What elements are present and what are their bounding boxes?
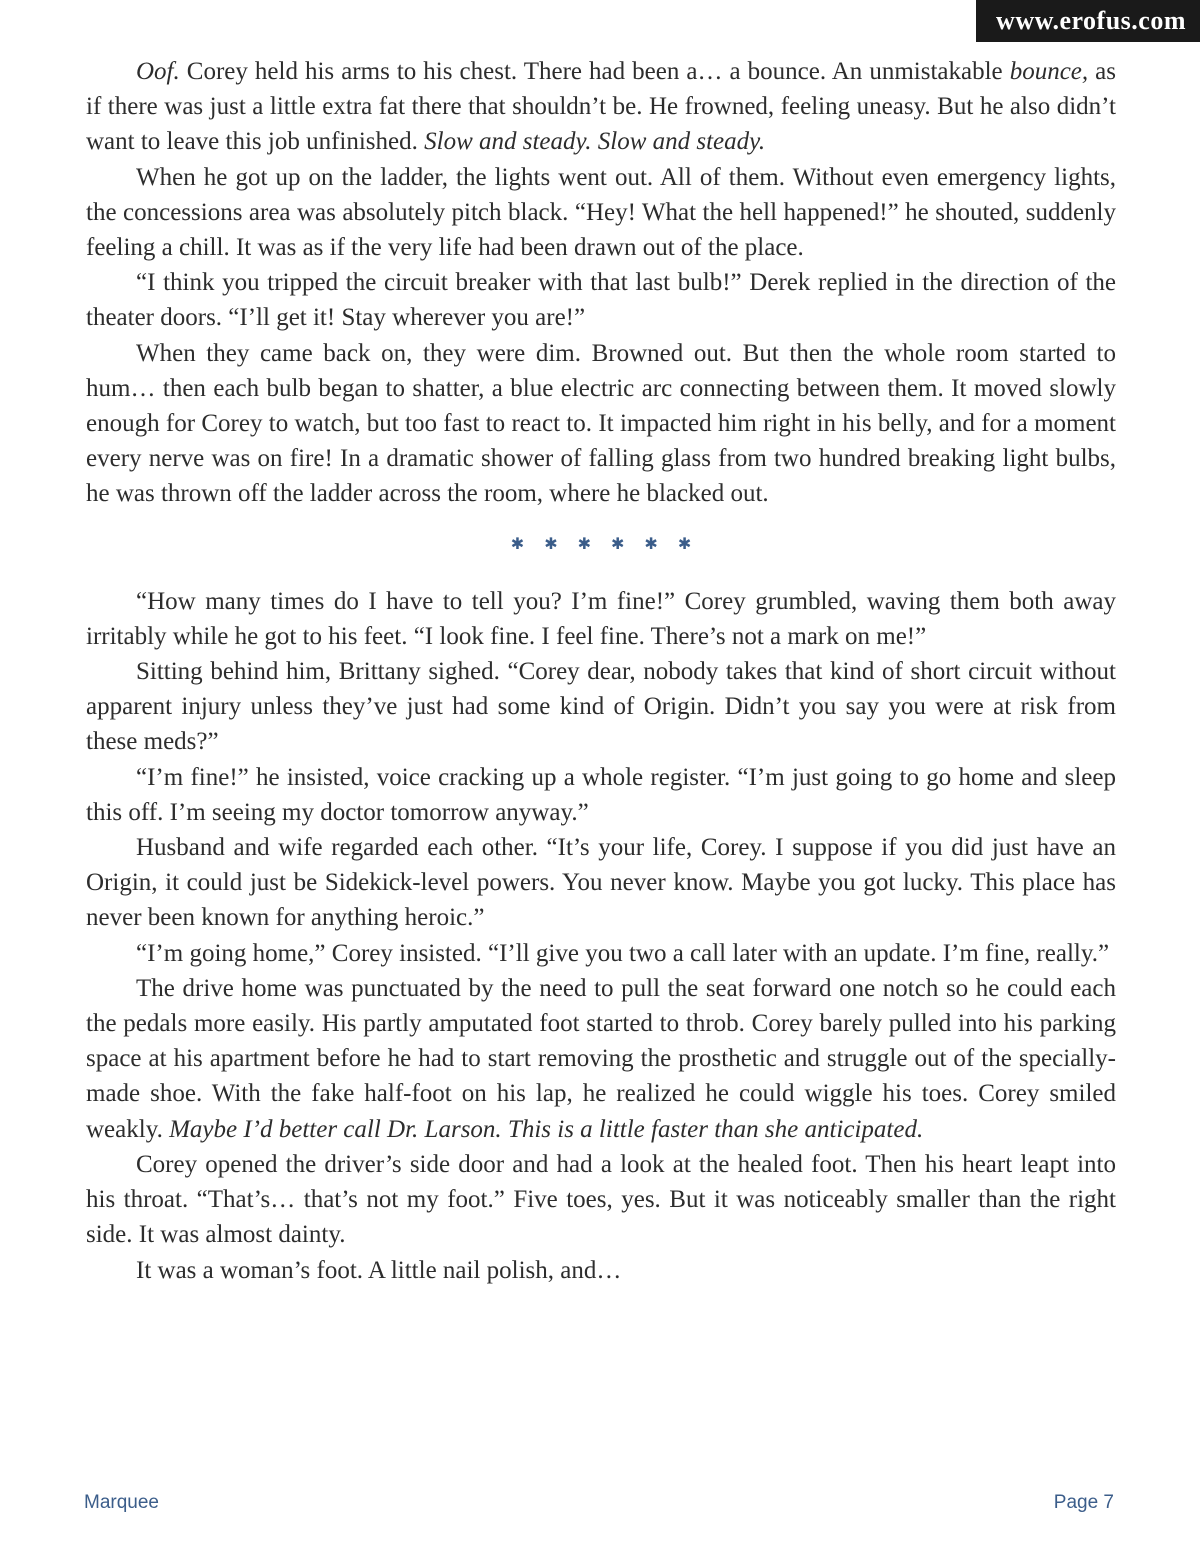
paragraph bbox=[86, 1147, 1116, 1253]
page-body bbox=[86, 54, 1116, 1288]
paragraph bbox=[86, 336, 1116, 512]
text-run: as if there was just a little extra fat there that shouldn’t be. He frowned, feeling uneasy. But he also didn’t want to leave this job unfinished. bbox=[86, 58, 1116, 156]
star-ornament-icon: ✱ bbox=[577, 533, 591, 553]
text-run: Sitting behind him, Brittany sighed. “Corey dear, nobody takes that kind of short circuit without apparent injury unless they’ve just had some kind of Origin. Didn’t you say you were at risk from these meds?” bbox=[86, 658, 1116, 756]
italic-text-run: Maybe I’d better call Dr. Larson. This is a little faster than she anticipated. bbox=[169, 1115, 924, 1143]
footer-publication-name: Marquee bbox=[84, 1492, 159, 1513]
italic-text-run: Oof. bbox=[136, 58, 180, 85]
text-run: “I think you tripped the circuit breaker with that last bulb!” Derek replied in the direction of the theater doors. “I’ll get it! Stay wherever you are!” bbox=[86, 269, 1116, 332]
footer-page-number: Page 7 bbox=[1053, 1492, 1114, 1513]
text-run: Corey opened the driver’s side door and had a look at the healed foot. Then his heart leapt into his throat. “That’s… that’s not my foot.” Five toes, yes. But it was noticeably smaller than the right side. It was almost dainty. bbox=[86, 1150, 1116, 1249]
italic-text-run: bounce, bbox=[1009, 58, 1089, 85]
text-run: It was a woman’s foot. A little nail polish, and… bbox=[136, 1256, 622, 1284]
text-run: When they came back on, they were dim. Browned out. But then the whole room started to hum… then each bulb began to shatter, a blue electric arc connecting between them. It moved slowly enough for Corey to watch, but too fast to react to. It impacted him right in his belly, and for a moment every nerve was on fire! In a dramatic shower of falling glass from two hundred breaking light bulbs, he was thrown off the ladder across the room, where he blacked out. bbox=[86, 339, 1116, 508]
text-run: “How many times do I have to tell you? I’m fine!” Corey grumbled, waving them both away irritably while he got to his feet. “I look fine. I feel fine. There’s not a mark on me!” bbox=[86, 587, 1116, 650]
paragraph bbox=[86, 1253, 1116, 1288]
text-run: When he got up on the ladder, the lights went out. All of them. Without even emergency lights, the concessions area was absolutely pitch black. “Hey! What the hell happened!” he shouted, suddenly feeling a chill. It was as if the very life had been drawn out of the place. bbox=[86, 163, 1116, 262]
text-block-bottom bbox=[86, 584, 1116, 1288]
text-run: “I’m fine!” he insisted, voice cracking up a whole register. “I’m just going to go home and sleep this off. I’m seeing my doctor tomorrow anyway.” bbox=[86, 763, 1116, 826]
text-run: “I’m going home,” Corey insisted. “I’ll give you two a call later with an update. I’m fine, really.” bbox=[136, 939, 1110, 967]
paragraph bbox=[86, 584, 1116, 654]
paragraph bbox=[86, 760, 1116, 830]
text-run: Corey held his arms to his chest. There had been a… a bounce. An unmistakable bbox=[179, 58, 1010, 85]
text-run: Husband and wife regarded each other. “It’s your life, Corey. I suppose if you did just have an Origin, it could just be Sidekick-level powers. You never know. Maybe you got lucky. This place has never been known for anything heroic.” bbox=[86, 834, 1116, 932]
paragraph bbox=[86, 936, 1116, 971]
paragraph bbox=[86, 54, 1116, 160]
star-ornament-icon: ✱ bbox=[644, 533, 658, 553]
watermark: www.erofus.com bbox=[976, 0, 1200, 42]
text-run: The drive home was punctuated by the need to pull the seat forward one notch so he could each the pedals more easily. His partly amputated foot started to throb. Corey barely pulled into his parking space at his apartment before he had to start removing the prosthetic and struggle out of the specially-made shoe. With the fake half-foot on his lap, he realized he could wiggle his toes. Corey smiled weakly. bbox=[86, 974, 1116, 1143]
italic-text-run: Slow and steady. Slow and steady. bbox=[424, 128, 766, 156]
star-ornament-icon: ✱ bbox=[611, 533, 625, 553]
paragraph bbox=[86, 265, 1116, 335]
scene-break-separator bbox=[86, 532, 1116, 556]
paragraph bbox=[86, 160, 1116, 266]
paragraph bbox=[86, 654, 1116, 760]
star-ornament-icon: ✱ bbox=[544, 533, 558, 553]
star-ornament-icon: ✱ bbox=[677, 533, 692, 553]
paragraph bbox=[86, 830, 1116, 936]
text-block-top bbox=[86, 54, 1116, 512]
star-ornament-icon: ✱ bbox=[510, 533, 525, 553]
paragraph bbox=[86, 971, 1116, 1147]
